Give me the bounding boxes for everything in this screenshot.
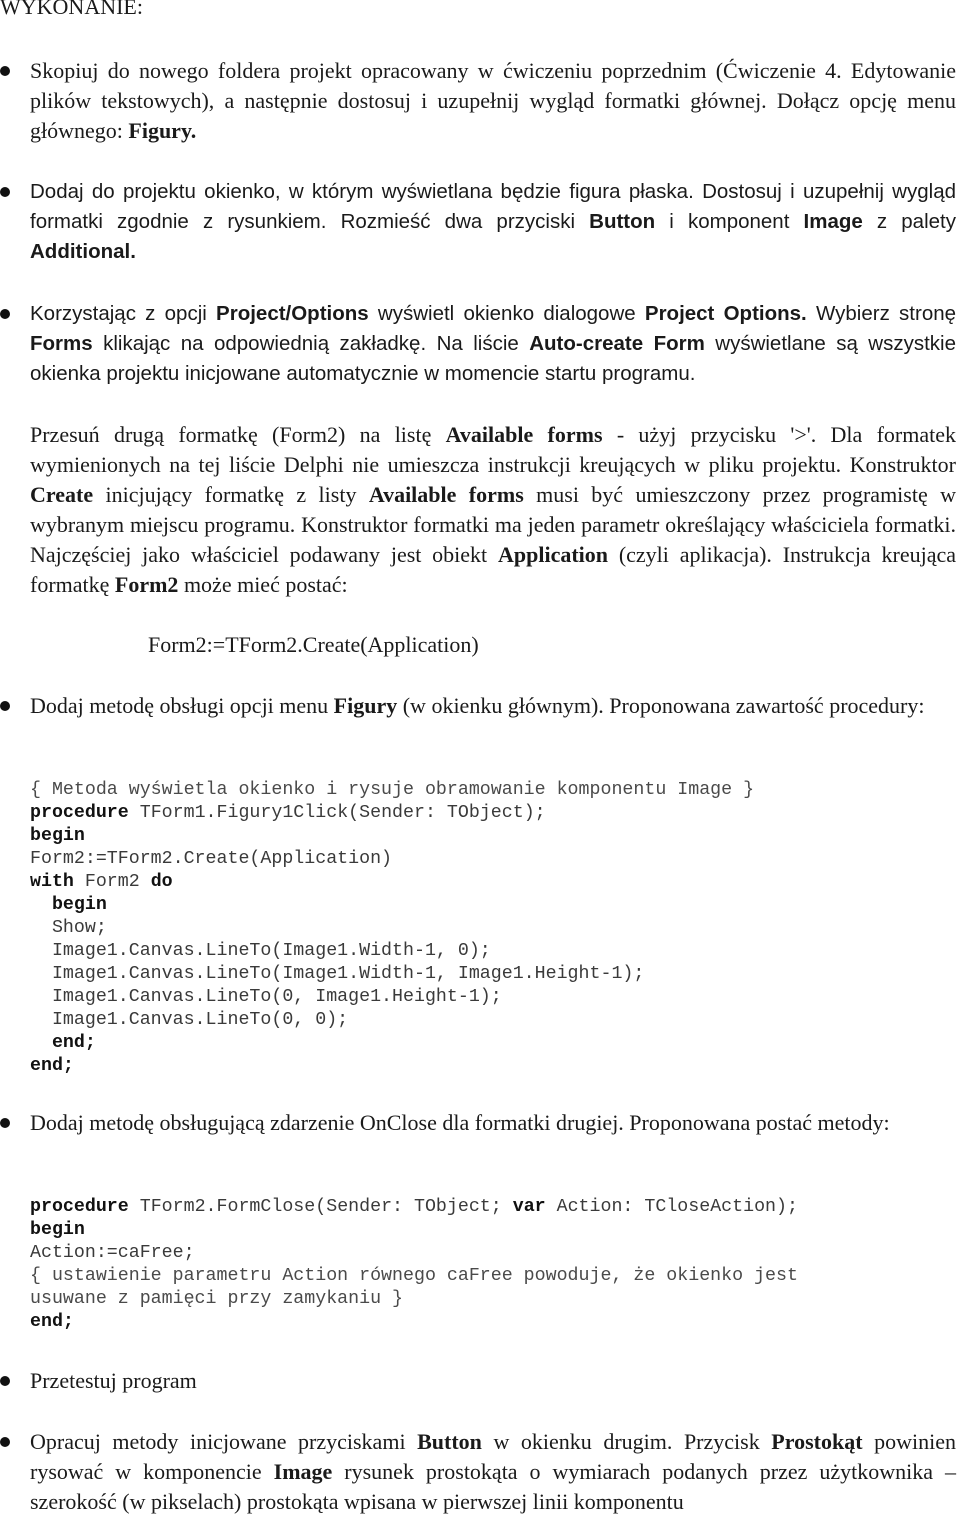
code-text: Action: TCloseAction); (545, 1197, 798, 1217)
code-text: Image1.Canvas.LineTo(0, 0); (30, 1010, 349, 1030)
code-text: Form2:=TForm2.Create(Application) (30, 849, 393, 869)
code-line (30, 848, 956, 871)
text-run: w okienku drugim. Przycisk (481, 1429, 772, 1454)
bullet-icon (0, 187, 10, 197)
bold-term: Forms (30, 332, 93, 355)
code-text (30, 1033, 52, 1053)
instruction-item (30, 1366, 956, 1396)
bold-term: Figury (333, 693, 398, 718)
code-text: Image1.Canvas.LineTo(Image1.Width-1, Image1.Height-1); (30, 964, 645, 984)
bold-term: Button (589, 210, 656, 233)
formula-text: Form2:=TForm2.Create(Application) (148, 632, 479, 657)
text-run: Dodaj metodę obsługi opcji menu (30, 693, 334, 718)
text-run: Przetestuj program (30, 1368, 197, 1393)
bold-term: Available forms (368, 482, 524, 507)
text-run: i komponent (655, 210, 804, 233)
code-comment: { ustawienie parametru Action równego caFree powoduje, że okienko jest (30, 1266, 798, 1286)
text-run: może mieć postać: (178, 572, 348, 597)
bullet-icon (0, 309, 10, 319)
text-run: (w okienku głównym). Proponowana zawartość procedury: (397, 693, 925, 718)
code-keyword: begin (30, 1220, 85, 1240)
instruction-item (30, 1108, 956, 1138)
instruction-continuation (30, 420, 956, 600)
text-run: Dodaj metodę obsługującą zdarzenie OnClose dla formatki drugiej. Proponowana postać metody: (30, 1110, 890, 1135)
code-keyword: procedure (30, 803, 129, 823)
code-line (30, 894, 956, 917)
code-line (30, 940, 956, 963)
text-run: - użyj przycisku '>'. Dla formatek wymienionych na tej liście Delphi nie umieszcza instrukcji kreujących w pliku projektu. Konstruktor (30, 422, 957, 477)
code-line (30, 1032, 956, 1055)
bullet-icon (0, 1437, 10, 1447)
bold-term: Image (803, 210, 863, 233)
text-run: musi być umieszczony przez programistę w wybranym miejscu programu. Konstruktor formatki ma jeden parametr określający właściciela formatki. Najczęściej jako właściciel podawany jest obiekt (30, 482, 956, 567)
bold-term: Project/Options (216, 302, 369, 325)
bold-term: Form2 (114, 572, 179, 597)
code-line (30, 1242, 956, 1265)
instruction-item (30, 177, 956, 267)
code-text: Image1.Canvas.LineTo(Image1.Width-1, 0); (30, 941, 491, 961)
bold-term: Available forms (445, 422, 603, 447)
code-line (30, 963, 956, 986)
text-run: rysunek prostokąta o wymiarach podanych przez użytkownika – szerokość (w pikselach) prostokąta wpisana w pierwszej linii komponentu (30, 1459, 956, 1514)
code-line (30, 779, 956, 802)
bullet-icon (0, 1118, 10, 1128)
bold-term: Create (30, 482, 94, 507)
code-text: Action:=caFree; (30, 1243, 195, 1263)
text-run: Skopiuj do nowego foldera projekt opracowany w ćwiczeniu poprzednim (Ćwiczenie 4. Edytowanie plików tekstowych), a następnie dostosuj i uzupełnij wygląd formatki głównej. Dołącz opcję menu głównego: (30, 58, 956, 143)
code-line (30, 986, 956, 1009)
text-run: wyświetlane są wszystkie okienka projektu inicjowane automatycznie w momencie startu programu. (30, 332, 957, 385)
code-comment: { Metoda wyświetla okienko i rysuje obramowanie komponentu Image } (30, 780, 755, 800)
code-text: Form2 (73, 872, 151, 892)
code-line (30, 1288, 956, 1311)
code-line (30, 917, 956, 940)
text-run: Wybierz stronę (806, 302, 957, 325)
bold-term: Prostokąt (771, 1429, 863, 1454)
code-line (30, 1009, 956, 1032)
code-line (30, 1311, 956, 1334)
text-run: Dodaj do projektu okienko, w którym wyświetlana będzie figura płaska. Dostosuj i uzupełnij wygląd formatki zgodnie z rysunkiem. Rozmieść dwa przyciski (30, 180, 956, 233)
bold-term: Project Options. (644, 302, 807, 325)
code-line (30, 802, 956, 825)
code-text: Show; (30, 918, 107, 938)
code-line (30, 1196, 956, 1219)
bold-term: Auto-create Form (529, 332, 705, 355)
bold-term: Image (273, 1459, 333, 1484)
bold-term: Button (417, 1429, 482, 1454)
text-run: Opracuj metody inicjowane przyciskami (30, 1429, 418, 1454)
bullet-icon (0, 66, 10, 76)
code-block-formclose (30, 1196, 956, 1334)
bold-term: Application (497, 542, 609, 567)
bold-term: Figury. (128, 118, 197, 143)
code-line (30, 1055, 956, 1078)
text-run: wyświetl okienko dialogowe (368, 302, 645, 325)
code-keyword: end; (30, 1312, 74, 1332)
instruction-item (30, 691, 956, 721)
instruction-item (30, 56, 956, 146)
text-run: Korzystając z opcji (30, 302, 217, 325)
code-keyword: var (512, 1197, 546, 1217)
code-keyword: end; (51, 1033, 96, 1053)
code-comment: usuwane z pamięci przy zamykaniu } (30, 1289, 403, 1309)
code-line (30, 1265, 956, 1288)
code-keyword: end; (30, 1056, 74, 1076)
text-run: (czyli aplikacja). Instrukcja kreująca formatkę (30, 542, 956, 597)
code-line (30, 1219, 956, 1242)
bullet-icon (0, 1376, 10, 1386)
code-text: TForm1.Figury1Click(Sender: TObject); (128, 803, 546, 823)
text-run: klikając na odpowiednią zakładkę. Na liście (92, 332, 530, 355)
code-text: TForm2.FormClose(Sender: TObject; (128, 1197, 513, 1217)
code-line (30, 871, 956, 894)
instruction-item (30, 299, 956, 389)
text-run: z palety (862, 210, 956, 233)
text-run: powinien rysować w komponencie (30, 1429, 956, 1484)
code-keyword: begin (30, 826, 85, 846)
code-keyword: procedure (30, 1197, 129, 1217)
text-run: Przesuń drugą formatkę (Form2) na listę (30, 422, 446, 447)
instruction-item (30, 1427, 956, 1517)
text-run: inicjujący formatkę z listy (93, 482, 369, 507)
code-keyword: do (150, 872, 173, 892)
code-keyword: with (30, 872, 74, 892)
bold-term: Additional. (30, 240, 136, 263)
code-line (30, 825, 956, 848)
section-heading: WYKONANIE: (0, 0, 143, 19)
code-keyword: begin (51, 895, 107, 915)
code-text: Image1.Canvas.LineTo(0, Image1.Height-1); (30, 987, 502, 1007)
code-text (30, 895, 52, 915)
code-block-figury (30, 779, 956, 1078)
bullet-icon (0, 701, 10, 711)
